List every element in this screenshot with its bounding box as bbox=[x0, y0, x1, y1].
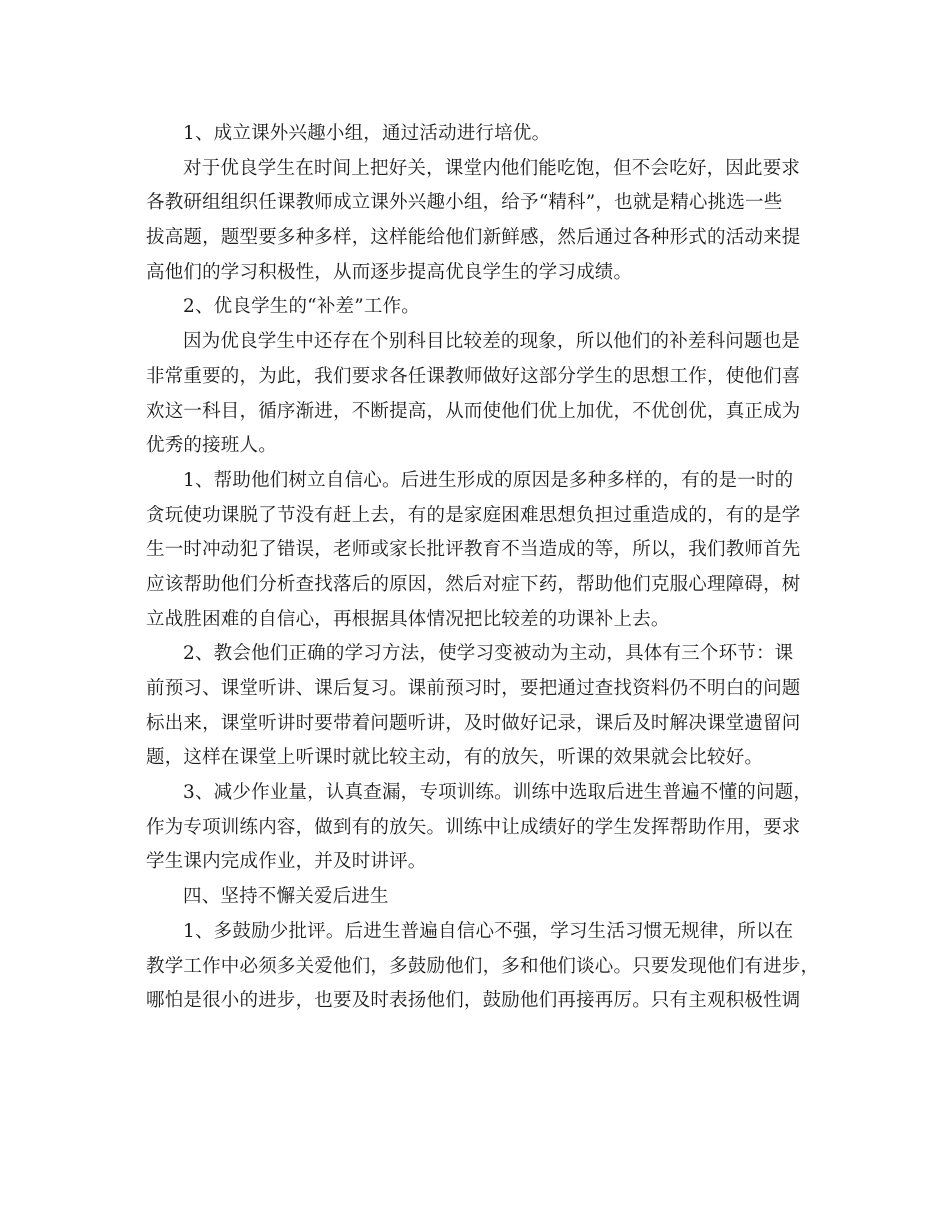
text-line: 生一时冲动犯了错误，老师或家长批评教育不当造成的等，所以，我们教师首先 bbox=[146, 539, 801, 561]
text-line: 1、成立课外兴趣小组，通过活动进行培优。 bbox=[183, 123, 551, 144]
text-line: 学生课内完成作业，并及时讲评。 bbox=[146, 851, 427, 873]
text-line: 各教研组组织任课教师成立课外兴趣小组，给予“精科”，也就是精心挑选一些 bbox=[146, 192, 783, 214]
text-line: 题，这样在课堂上听课时就比较主动，有的放矢，听课的效果就会比较好。 bbox=[146, 747, 764, 769]
text-line: 作为专项训练内容，做到有的放矢。训练中让成绩好的学生发挥帮助作用，要求 bbox=[146, 816, 801, 838]
text-line: 2、优良学生的“补差”工作。 bbox=[183, 296, 420, 318]
text-line: 立战胜困难的自信心，再根据具体情况把比较差的功课补上去。 bbox=[146, 608, 670, 630]
text-line: 对于优良学生在时间上把好关，课堂内他们能吃饱，但不会吃好，因此要求 bbox=[183, 157, 801, 179]
section-heading: 四、坚持不懈关爱后进生 bbox=[183, 886, 389, 908]
text-line: 1、多鼓励少批评。后进生普遍自信心不强，学习生活习惯无规律，所以在 bbox=[183, 920, 794, 942]
text-line: 标出来，课堂听讲时要带着问题听讲，及时做好记录，课后及时解决课堂遗留问 bbox=[146, 712, 801, 734]
text-line: 欢这一科目，循序渐进，不断提高，从而使他们优上加优，不优创优，真正成为 bbox=[146, 400, 801, 422]
text-line: 1、帮助他们树立自信心。后进生形成的原因是多种多样的，有的是一时的 bbox=[183, 469, 794, 491]
document-body bbox=[146, 117, 820, 1019]
text-line: 2、教会他们正确的学习方法，使学习变被动为主动，具体有三个环节：课 bbox=[183, 643, 794, 665]
text-line: 拔高题，题型要多种多样，这样能给他们新鲜感，然后通过各种形式的活动来提 bbox=[146, 227, 801, 249]
text-line: 优秀的接班人。 bbox=[146, 435, 277, 457]
text-line: 因为优良学生中还存在个别科目比较差的现象，所以他们的补差科问题也是 bbox=[183, 331, 801, 353]
text-line: 哪怕是很小的进步，也要及时表扬他们，鼓励他们再接再厉。只有主观积极性调 bbox=[146, 990, 801, 1012]
text-line: 3、减少作业量，认真查漏，专项训练。训练中选取后进生普遍不懂的问题， bbox=[183, 782, 813, 804]
text-line: 非常重要的，为此，我们要求各任课教师做好这部分学生的思想工作，使他们喜 bbox=[146, 365, 801, 387]
text-line: 前预习、课堂听讲、课后复习。课前预习时，要把通过查找资料仍不明白的问题 bbox=[146, 678, 801, 699]
text-line: 贪玩使功课脱了节没有赶上去，有的是家庭困难思想负担过重造成的，有的是学 bbox=[146, 504, 801, 526]
text-line: 教学工作中必须多关爱他们，多鼓励他们，多和他们谈心。只要发现他们有进步， bbox=[146, 955, 820, 977]
text-line: 应该帮助他们分析查找落后的原因，然后对症下药，帮助他们克服心理障碍，树 bbox=[146, 573, 801, 595]
text-line: 高他们的学习积极性，从而逐步提高优良学生的学习成绩。 bbox=[146, 261, 633, 283]
